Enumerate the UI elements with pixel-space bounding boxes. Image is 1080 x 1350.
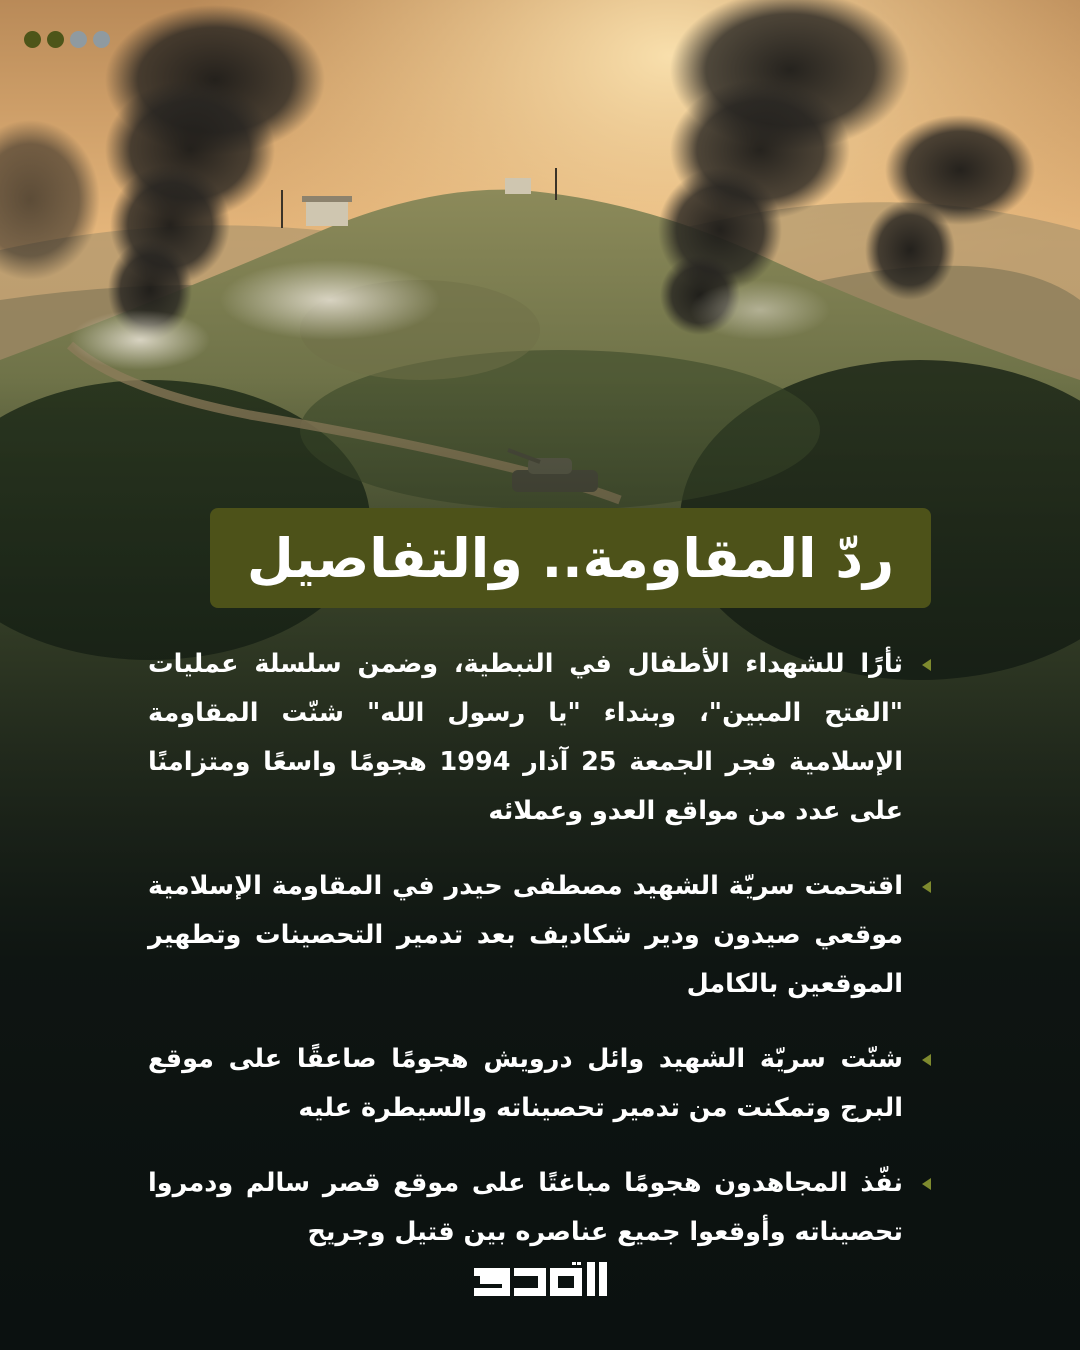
publisher-logo-icon (474, 1262, 607, 1296)
article-body (148, 640, 931, 1283)
page-title: ردّ المقاومة.. والتفاصيل (246, 526, 895, 590)
paragraph-text: شنّت سريّة الشهيد وائل درويش هجومًا صاعقًا على موقع البرج وتمكنت من تدمير تحصيناته والسيطرة عليه (148, 1044, 903, 1123)
paragraph-2 (148, 862, 931, 1009)
paragraph-text: نفّذ المجاهدون هجومًا مباغتًا على موقع قصر سالم ودمروا تحصيناته وأوقعوا جميع عناصره بين قتيل وجريح (148, 1168, 903, 1247)
paragraph-text: ثأرًا للشهداء الأطفال في النبطية، وضمن سلسلة عمليات "الفتح المبين"، وبنداء "يا رسول الله" شنّت المقاومة الإسلامية فجر الجمعة 25 آذار 1994 هجومًا واسعًا ومتزامنًا على عدد من مواقع العدو وعملائه (148, 649, 903, 826)
page-indicator (24, 31, 110, 48)
title-banner (210, 508, 931, 608)
page-dot-3 (70, 31, 87, 48)
paragraph-4 (148, 1159, 931, 1257)
bullet-triangle-icon (922, 1054, 931, 1066)
page-dot-4 (93, 31, 110, 48)
paragraph-3 (148, 1035, 931, 1133)
bullet-triangle-icon (922, 659, 931, 671)
paragraph-text: اقتحمت سريّة الشهيد مصطفى حيدر في المقاومة الإسلامية موقعي صيدون ودير شكاديف بعد تدمير التحصينات وتطهير الموقعين بالكامل (148, 871, 903, 999)
page-dot-2 (47, 31, 64, 48)
page-dot-1 (24, 31, 41, 48)
paragraph-1 (148, 640, 931, 836)
bullet-triangle-icon (922, 1178, 931, 1190)
bullet-triangle-icon (922, 881, 931, 893)
